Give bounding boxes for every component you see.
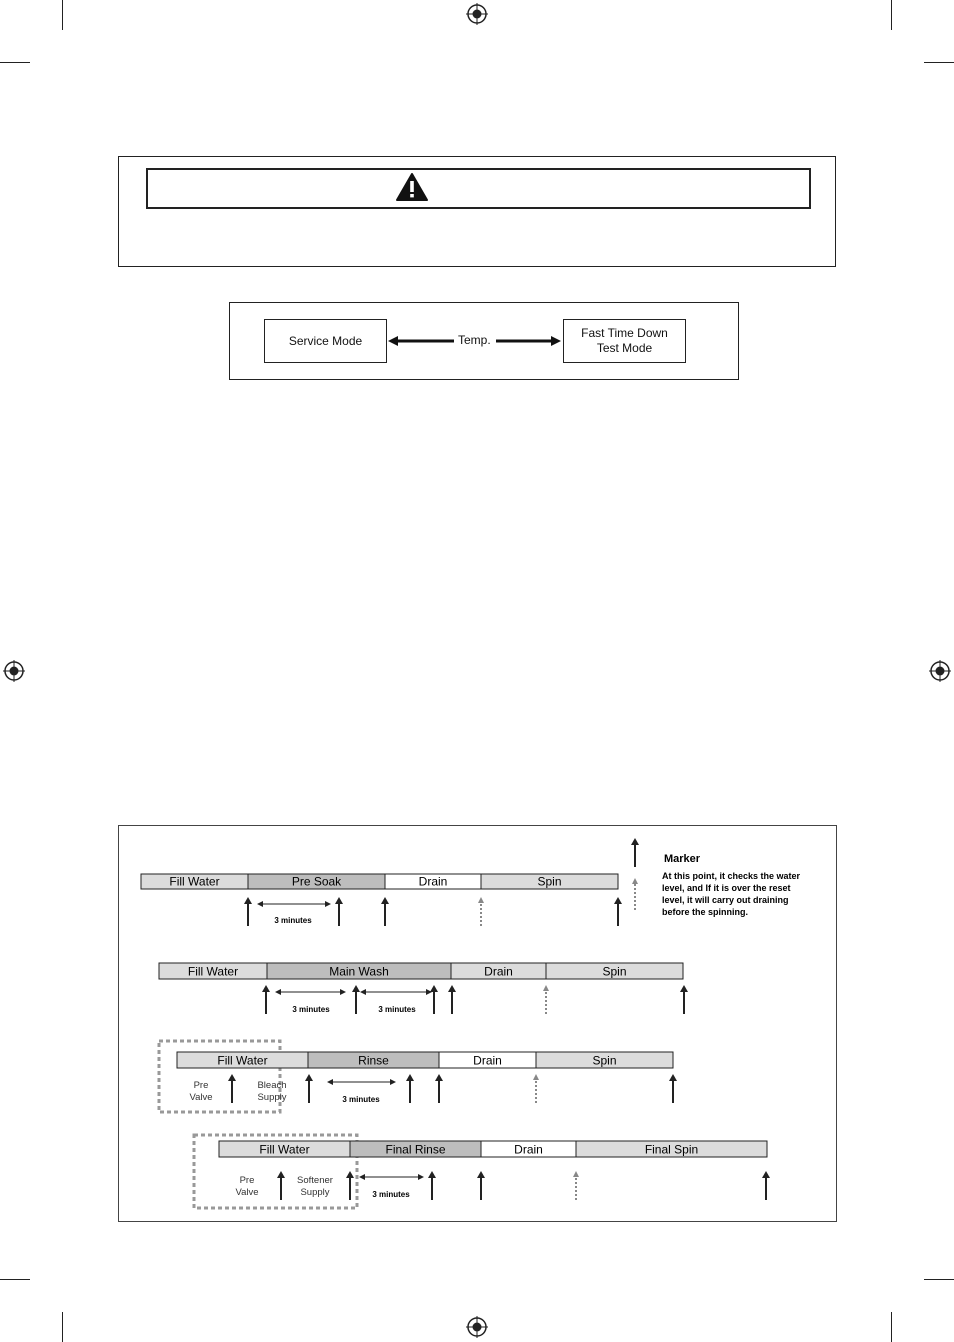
- duration-label: 3 minutes: [292, 1005, 330, 1014]
- step-marker-arrowhead: [435, 1074, 443, 1081]
- segment-label: Main Wash: [329, 964, 389, 979]
- step-marker-arrowhead: [614, 897, 622, 904]
- duration-arrowhead: [275, 989, 281, 995]
- sub-label: Supply: [300, 1187, 330, 1198]
- step-marker-arrowhead: [352, 985, 360, 992]
- segment-label: Drain: [473, 1053, 502, 1068]
- step-marker-arrowhead: [762, 1171, 770, 1178]
- step-marker-arrowhead: [406, 1074, 414, 1081]
- step-marker-arrowhead: [669, 1074, 677, 1081]
- segment-label: Fill Water: [187, 964, 239, 979]
- sub-label: Pre: [193, 1080, 209, 1091]
- step-marker-arrowhead: [277, 1171, 285, 1178]
- legend-title: Marker: [664, 853, 701, 865]
- segment-label: Pre Soak: [291, 874, 342, 889]
- service-mode-label: Service Mode: [288, 333, 363, 348]
- sub-label: Softener: [297, 1175, 333, 1186]
- step-marker-arrowhead: [448, 985, 456, 992]
- temp-button-label: Temp.: [455, 333, 494, 347]
- registration-mark-icon: [929, 660, 951, 682]
- step-marker-arrowhead: [346, 1171, 354, 1178]
- segment-label: Fill Water: [259, 1142, 310, 1157]
- duration-arrowhead: [340, 989, 346, 995]
- step-marker-arrowhead: [244, 897, 252, 904]
- segment-label: Fill Water: [169, 874, 220, 889]
- duration-label: 3 minutes: [342, 1095, 380, 1104]
- duration-arrowhead: [257, 901, 263, 907]
- legend-description-line: At this point, it checks the water: [662, 871, 801, 881]
- registration-mark-icon: [466, 1316, 488, 1338]
- sub-label: Pre: [239, 1175, 255, 1186]
- check-marker-arrowhead: [533, 1074, 539, 1080]
- duration-arrowhead: [426, 989, 432, 995]
- duration-arrowhead: [418, 1174, 424, 1180]
- step-marker-arrowhead: [262, 985, 270, 992]
- check-marker-arrowhead: [632, 878, 638, 884]
- sub-label: Valve: [235, 1187, 259, 1198]
- crop-mark: [0, 1279, 30, 1280]
- check-marker-arrowhead: [573, 1171, 579, 1177]
- step-marker-arrowhead: [305, 1074, 313, 1081]
- step-marker-arrowhead: [680, 985, 688, 992]
- sub-label: Valve: [189, 1092, 213, 1103]
- legend-description-line: before the spinning.: [662, 907, 749, 917]
- step-marker-arrowhead: [381, 897, 389, 904]
- step-marker-arrowhead: [430, 985, 438, 992]
- wash-cycle-timeline-diagram: [118, 825, 837, 1222]
- crop-mark: [891, 0, 892, 30]
- segment-label: Final Rinse: [385, 1142, 446, 1157]
- crop-mark: [0, 62, 30, 63]
- duration-arrowhead: [390, 1079, 396, 1085]
- step-marker-arrowhead: [428, 1171, 436, 1178]
- crop-mark: [924, 1279, 954, 1280]
- duration-arrowhead: [360, 989, 366, 995]
- crop-mark: [62, 1312, 63, 1342]
- step-marker-arrowhead: [477, 1171, 485, 1178]
- sub-label: Supply: [257, 1092, 287, 1103]
- crop-mark: [891, 1312, 892, 1342]
- crop-mark: [924, 62, 954, 63]
- fast-time-down-test-mode-box: [563, 319, 686, 363]
- duration-label: 3 minutes: [372, 1190, 410, 1199]
- step-marker-arrowhead: [335, 897, 343, 904]
- warning-icon: [395, 172, 429, 202]
- legend-description-line: level, it will carry out draining: [662, 895, 789, 905]
- duration-label: 3 minutes: [378, 1005, 416, 1014]
- duration-arrowhead: [327, 1079, 333, 1085]
- check-marker-arrowhead: [543, 985, 549, 991]
- legend-description-line: level, and If it is over the reset: [662, 883, 791, 893]
- sub-label: Bleach: [257, 1080, 287, 1091]
- segment-label: Drain: [418, 874, 448, 889]
- registration-mark-icon: [466, 3, 488, 25]
- warning-header: [146, 168, 811, 209]
- segment-label: Spin: [537, 874, 562, 889]
- duration-arrowhead: [359, 1174, 365, 1180]
- segment-label: Final Spin: [644, 1142, 699, 1157]
- step-marker-arrowhead: [631, 838, 639, 845]
- cycle-timeline-svg: [119, 826, 836, 1221]
- check-marker-arrowhead: [478, 897, 484, 903]
- duration-arrowhead: [325, 901, 331, 907]
- test-mode-label-line2: Test Mode: [596, 341, 653, 355]
- segment-label: Spin: [592, 1053, 617, 1068]
- segment-label: Drain: [484, 964, 513, 979]
- test-mode-label-line1: Fast Time Down: [581, 326, 668, 340]
- duration-label: 3 minutes: [274, 916, 312, 925]
- segment-label: Fill Water: [217, 1053, 268, 1068]
- segment-label: Spin: [602, 964, 627, 979]
- step-marker-arrowhead: [228, 1074, 236, 1081]
- segment-label: Rinse: [358, 1053, 389, 1068]
- segment-label: Drain: [514, 1142, 543, 1157]
- service-mode-box: [264, 319, 387, 363]
- registration-mark-icon: [3, 660, 25, 682]
- crop-mark: [62, 0, 63, 30]
